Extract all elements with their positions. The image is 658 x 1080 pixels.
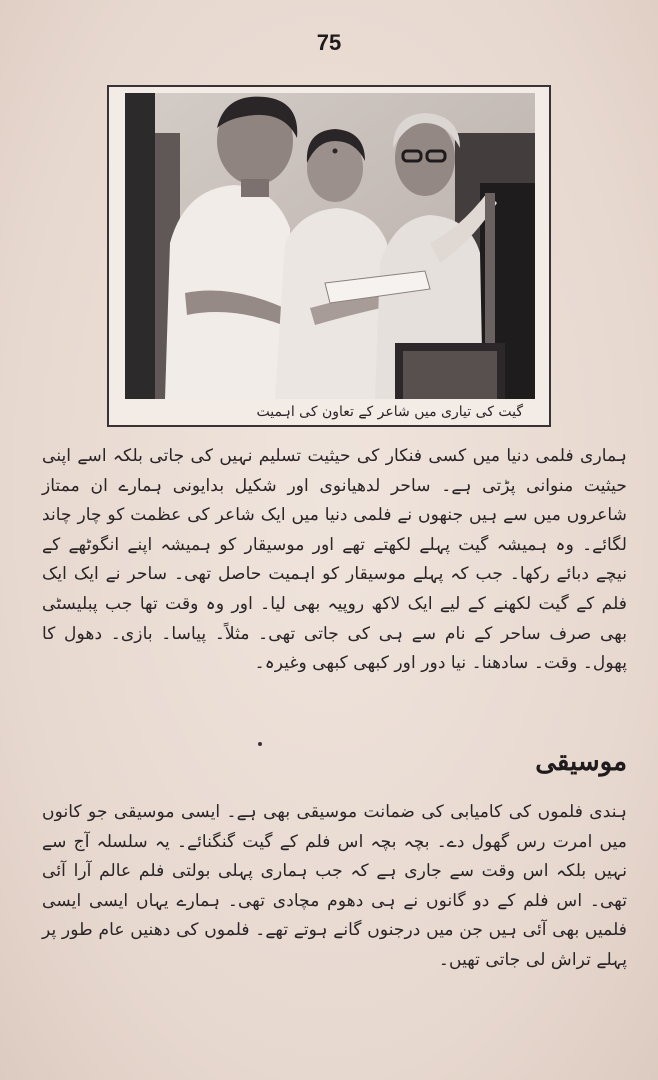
page-number: 75: [316, 30, 342, 55]
photograph-image: [125, 93, 535, 399]
photograph: [125, 93, 535, 399]
photo-caption: گیت کی تیاری میں شاعر کے تعاون کی اہمیت: [256, 404, 523, 420]
body-paragraph-2: ہندی فلموں کی کامیابی کی ضمانت موسیقی بھی ہے۔ ایسی موسیقی جو کانوں میں امرت رس گھول دے۔ بچہ بچہ اس فلم کے گیت گنگنائے۔ یہ سلسلہ آج سے نہیں بلکہ اس وقت سے جاری ہے کہ جب ہماری پہلی بولتی فلم عالم آرا آئی تھی۔ اس فلم کے دو گانوں نے ہی دھوم مچادی تھی۔ ہمارے یہاں ایسی ایسی فلمیں بھی آئی ہیں جن میں درجنوں گانے ہوتے تھے۔ فلموں کی دھنیں عام طور پر پہلے تراش لی جاتی تھیں۔: [42, 802, 627, 970]
section-heading: موسیقی: [535, 747, 627, 777]
photo-frame: [107, 85, 551, 427]
body-paragraph-1: ہماری فلمی دنیا میں کسی فنکار کی حیثیت تسلیم نہیں کی جاتی بلکہ اسے اپنی حیثیت منوانی پڑتی ہے۔ ساحر لدھیانوی اور شکیل بدایونی ہمارے ان ممتاز شاعروں میں سے ہیں جنھوں نے فلمی دنیا میں ایک شاعر کی عظمت کو چار چاند لگائے۔ وہ ہمیشہ گیت پہلے لکھتے تھے اور موسیقار کو ہمیشہ اپنے انگوٹھے کے نیچے دبائے رکھا۔ جب کہ پہلے موسیقار کو اہمیت حاصل تھی۔ ساحر نے ایک ایک فلم کے گیت لکھنے کے لیے ایک لاکھ روپیہ بھی لیا۔ اور وہ وقت تھا جب پبلیسٹی بھی صرف ساحر کے نام سے ہی کی جاتی تھی۔ مثلاً۔ پیاسا۔ بازی۔ دھول کا پھول۔ وقت۔ سادھنا۔ نیا دور اور کبھی کبھی وغیرہ۔: [42, 446, 627, 674]
